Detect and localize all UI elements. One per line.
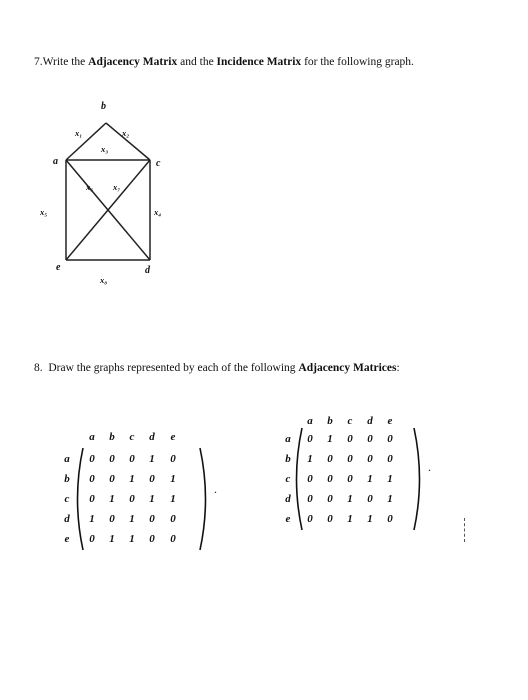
matrix-1-cell: 0 <box>89 533 95 545</box>
matrix-2-row-a: a <box>285 433 291 445</box>
edge-label-x1: x₁ <box>75 128 83 138</box>
matrix-1-row-d: d <box>64 513 70 525</box>
q8-text-a: Draw the graphs represented by each of the following <box>48 362 299 374</box>
matrix-2-cell: 0 <box>387 453 393 465</box>
edge-x1 <box>66 123 109 160</box>
matrix-2-cell: 1 <box>307 453 313 465</box>
matrix-1-period: . <box>214 482 217 496</box>
matrix-2-cell: 0 <box>367 493 373 505</box>
matrix-1-col-a: a <box>89 431 95 443</box>
matrix-2-cell: 0 <box>367 453 373 465</box>
matrix-1-cell: 1 <box>149 493 155 505</box>
matrix-2-cell: 0 <box>307 473 313 485</box>
vertex-label-b: b <box>101 101 106 112</box>
matrix-1-col-b: b <box>109 431 115 443</box>
adjacency-matrix-1 <box>58 428 218 560</box>
matrix-2-cell: 1 <box>367 513 373 525</box>
matrix-1-row-a: a <box>64 453 70 465</box>
matrix-2-period: . <box>428 460 431 474</box>
matrix-1-cell: 1 <box>129 533 135 545</box>
edge-label-x8: x₈ <box>100 275 108 285</box>
matrix-2-cell: 0 <box>307 493 313 505</box>
matrix-2-cell: 0 <box>347 453 353 465</box>
matrix-2-row-e: e <box>285 513 291 525</box>
matrix-2-cell: 0 <box>347 473 353 485</box>
matrix-1-cell: 0 <box>170 533 176 545</box>
matrix-2-cell: 0 <box>327 473 333 485</box>
matrix-1-cell: 0 <box>109 473 115 485</box>
edge-label-x6: x₆ <box>86 182 94 192</box>
vertex-label-d: d <box>145 265 150 276</box>
vertex-label-c: c <box>156 158 161 169</box>
matrix-2-cell: 0 <box>327 513 333 525</box>
matrix-2-row-c: c <box>285 473 291 485</box>
matrix-1-row-b: b <box>64 473 70 485</box>
matrix-1-row-c: c <box>64 493 70 505</box>
adjacency-matrix-2 <box>280 412 440 536</box>
matrix-2-cell: 1 <box>387 473 393 485</box>
matrix-2-right-paren <box>414 428 420 530</box>
matrix-1-cell: 0 <box>149 513 155 525</box>
matrix-1-row-e: e <box>64 533 70 545</box>
edge-label-x3: x₃ <box>101 144 109 154</box>
q8-text-b: : <box>396 362 400 374</box>
matrix-1-cell: 1 <box>149 453 155 465</box>
matrix-2-cell: 1 <box>387 493 393 505</box>
q7-term-incidence: Incidence Matrix <box>216 56 302 68</box>
q7-text-a: Write the <box>42 56 89 68</box>
matrix-2-col-c: c <box>347 415 353 427</box>
matrix-1-cell: 0 <box>170 513 176 525</box>
matrix-2-row-d: d <box>285 493 291 505</box>
matrix-1-cell: 1 <box>89 513 95 525</box>
matrix-1-cell: 0 <box>170 453 176 465</box>
matrix-2-col-e: e <box>387 415 393 427</box>
matrix-1-cell: 1 <box>109 493 115 505</box>
margin-mark <box>464 518 465 542</box>
matrix-2-cell: 0 <box>347 433 353 445</box>
matrix-2-cell: 0 <box>367 433 373 445</box>
matrix-2-cell: 1 <box>347 493 353 505</box>
matrix-1-col-c: c <box>129 431 135 443</box>
q7-term-adjacency: Adjacency Matrix <box>88 56 178 68</box>
matrix-2-cell: 0 <box>327 493 333 505</box>
matrix-2-col-a: a <box>307 415 313 427</box>
matrix-1-cell: 0 <box>129 453 135 465</box>
edge-label-x4: x₄ <box>154 207 162 217</box>
matrix-2-cell: 1 <box>367 473 373 485</box>
matrix-1-left-paren <box>78 448 84 550</box>
matrix-1-cell: 0 <box>89 473 95 485</box>
matrix-1-cell: 0 <box>149 533 155 545</box>
matrix-2-cell: 0 <box>327 453 333 465</box>
q8-term-adjacency: Adjacency Matrices <box>298 362 397 374</box>
matrix-2-cell: 1 <box>347 513 353 525</box>
matrix-2-col-b: b <box>327 415 333 427</box>
edge-label-x7: x₇ <box>113 182 121 192</box>
matrix-1-right-paren <box>200 448 206 550</box>
matrix-2-col-d: d <box>367 415 373 427</box>
matrix-2-cell: 0 <box>307 513 313 525</box>
matrix-2-cell: 1 <box>327 433 333 445</box>
matrix-1-cell: 1 <box>170 493 176 505</box>
matrix-2-left-paren <box>297 428 303 530</box>
q7-number: 7. <box>34 56 43 68</box>
matrix-2-row-b: b <box>285 453 291 465</box>
matrix-1-col-d: d <box>149 431 155 443</box>
q8-number: 8. <box>34 362 43 374</box>
question-8 <box>34 362 400 374</box>
matrix-1-cell: 0 <box>109 453 115 465</box>
matrix-1-cell: 0 <box>89 493 95 505</box>
matrix-1-col-e: e <box>170 431 176 443</box>
q7-text-b: and the <box>177 56 217 68</box>
matrix-1-cell: 0 <box>129 493 135 505</box>
matrix-2-cell: 0 <box>387 513 393 525</box>
vertex-label-a: a <box>53 156 58 167</box>
vertex-label-e: e <box>56 262 61 273</box>
matrix-2-cell: 0 <box>387 433 393 445</box>
edge-label-x2: x₂ <box>122 128 130 138</box>
matrix-1-cell: 0 <box>109 513 115 525</box>
edge-label-x5: x₅ <box>40 207 48 217</box>
matrix-2-cell: 0 <box>307 433 313 445</box>
matrix-1-cell: 1 <box>129 473 135 485</box>
q7-text-c: for the following graph. <box>301 56 414 68</box>
matrix-1-cell: 0 <box>89 453 95 465</box>
matrix-1-cell: 0 <box>149 473 155 485</box>
matrix-1-cell: 1 <box>109 533 115 545</box>
matrix-1-cell: 1 <box>129 513 135 525</box>
matrix-1-cell: 1 <box>170 473 176 485</box>
